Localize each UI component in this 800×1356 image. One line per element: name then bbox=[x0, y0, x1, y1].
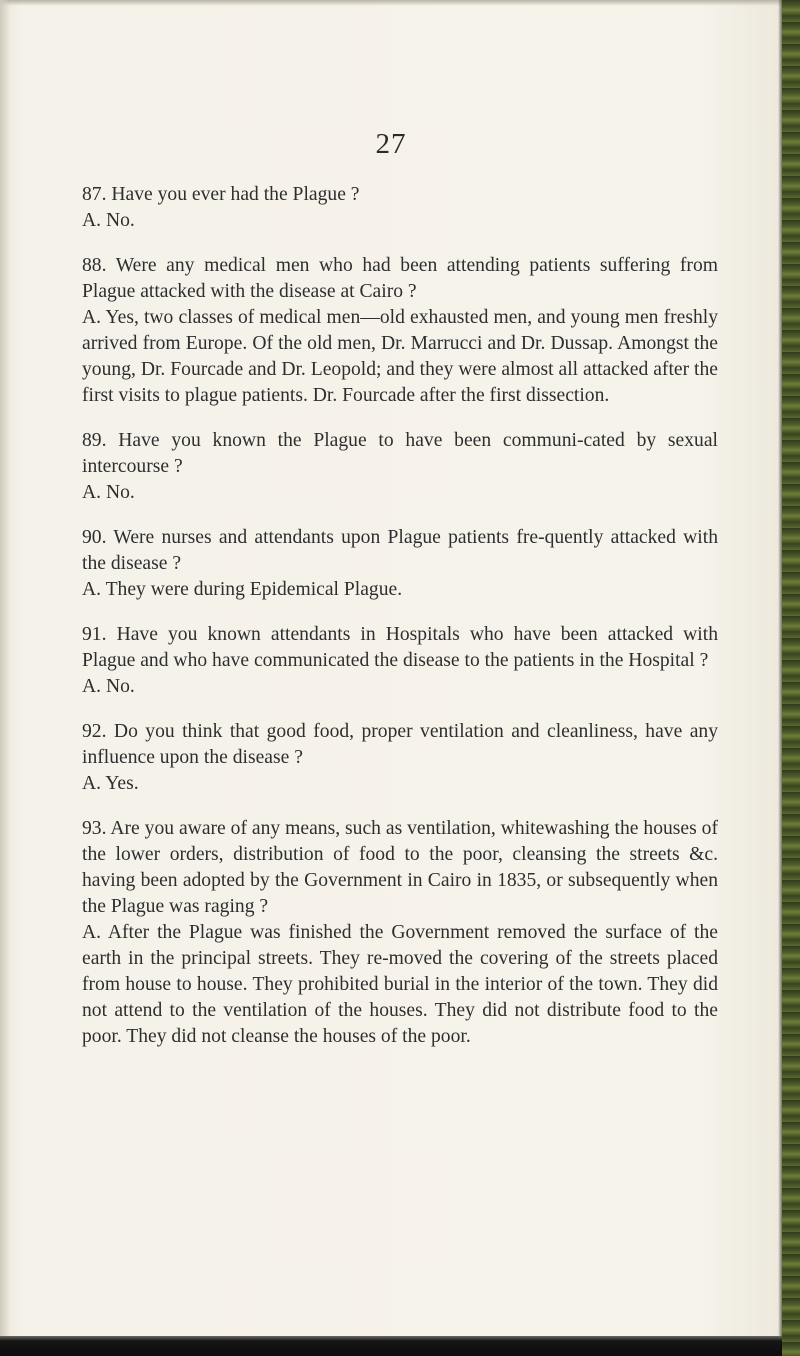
book-binding-edge bbox=[782, 0, 800, 1356]
answer-87: A. No. bbox=[82, 210, 135, 231]
qa-item-92 bbox=[82, 719, 718, 797]
question-89: 89. Have you known the Plague to have been communi-cated by sexual intercourse ? bbox=[82, 430, 718, 477]
qa-item-91 bbox=[82, 622, 718, 700]
scan-bottom-edge bbox=[0, 1336, 782, 1356]
question-91: 91. Have you known attendants in Hospitals who have been attacked with Plague and who have communicated the disease to the patients in the Hospital ? bbox=[82, 624, 718, 671]
question-92: 92. Do you think that good food, proper ventilation and cleanliness, have any influence upon the disease ? bbox=[82, 721, 718, 768]
answer-91: A. No. bbox=[82, 676, 135, 697]
page-left-edge bbox=[0, 0, 10, 1356]
qa-item-88 bbox=[82, 253, 718, 409]
qa-text-body bbox=[82, 182, 718, 1069]
question-87: 87. Have you ever had the Plague ? bbox=[82, 184, 360, 205]
question-93: 93. Are you aware of any means, such as ventilation, whitewashing the houses of the lower orders, distribution of food to the poor, cleansing the streets &c. having been adopted by the Government in Cairo in 1835, or subsequently when the Plague was raging ? bbox=[82, 818, 718, 917]
answer-92: A. Yes. bbox=[82, 773, 139, 794]
page-number: 27 bbox=[375, 128, 407, 160]
answer-93: A. After the Plague was finished the Government removed the surface of the earth in the principal streets. They re-moved the covering of the streets placed from house to house. They prohibited burial in the interior of the town. They did not attend to the ventilation of the houses. They did not distribute food to the poor. They did not cleanse the houses of the poor. bbox=[82, 922, 718, 1047]
qa-item-93 bbox=[82, 816, 718, 1050]
question-88: 88. Were any medical men who had been attending patients suffering from Plague attacked with the disease at Cairo ? bbox=[82, 255, 718, 302]
answer-90: A. They were during Epidemical Plague. bbox=[82, 579, 403, 600]
answer-88: A. Yes, two classes of medical men—old exhausted men, and young men freshly arrived from Europe. Of the old men, Dr. Marrucci and Dr. Dussap. Amongst the young, Dr. Fourcade and Dr. Leopold; and they were almost all attacked after the first visits to plague patients. Dr. Fourcade after the first dissection. bbox=[82, 307, 718, 406]
qa-item-87 bbox=[82, 182, 718, 234]
qa-item-89 bbox=[82, 428, 718, 506]
qa-item-90 bbox=[82, 525, 718, 603]
page-top-shadow bbox=[0, 0, 782, 6]
answer-89: A. No. bbox=[82, 482, 135, 503]
question-90: 90. Were nurses and attendants upon Plague patients fre-quently attacked with the disease ? bbox=[82, 527, 718, 574]
